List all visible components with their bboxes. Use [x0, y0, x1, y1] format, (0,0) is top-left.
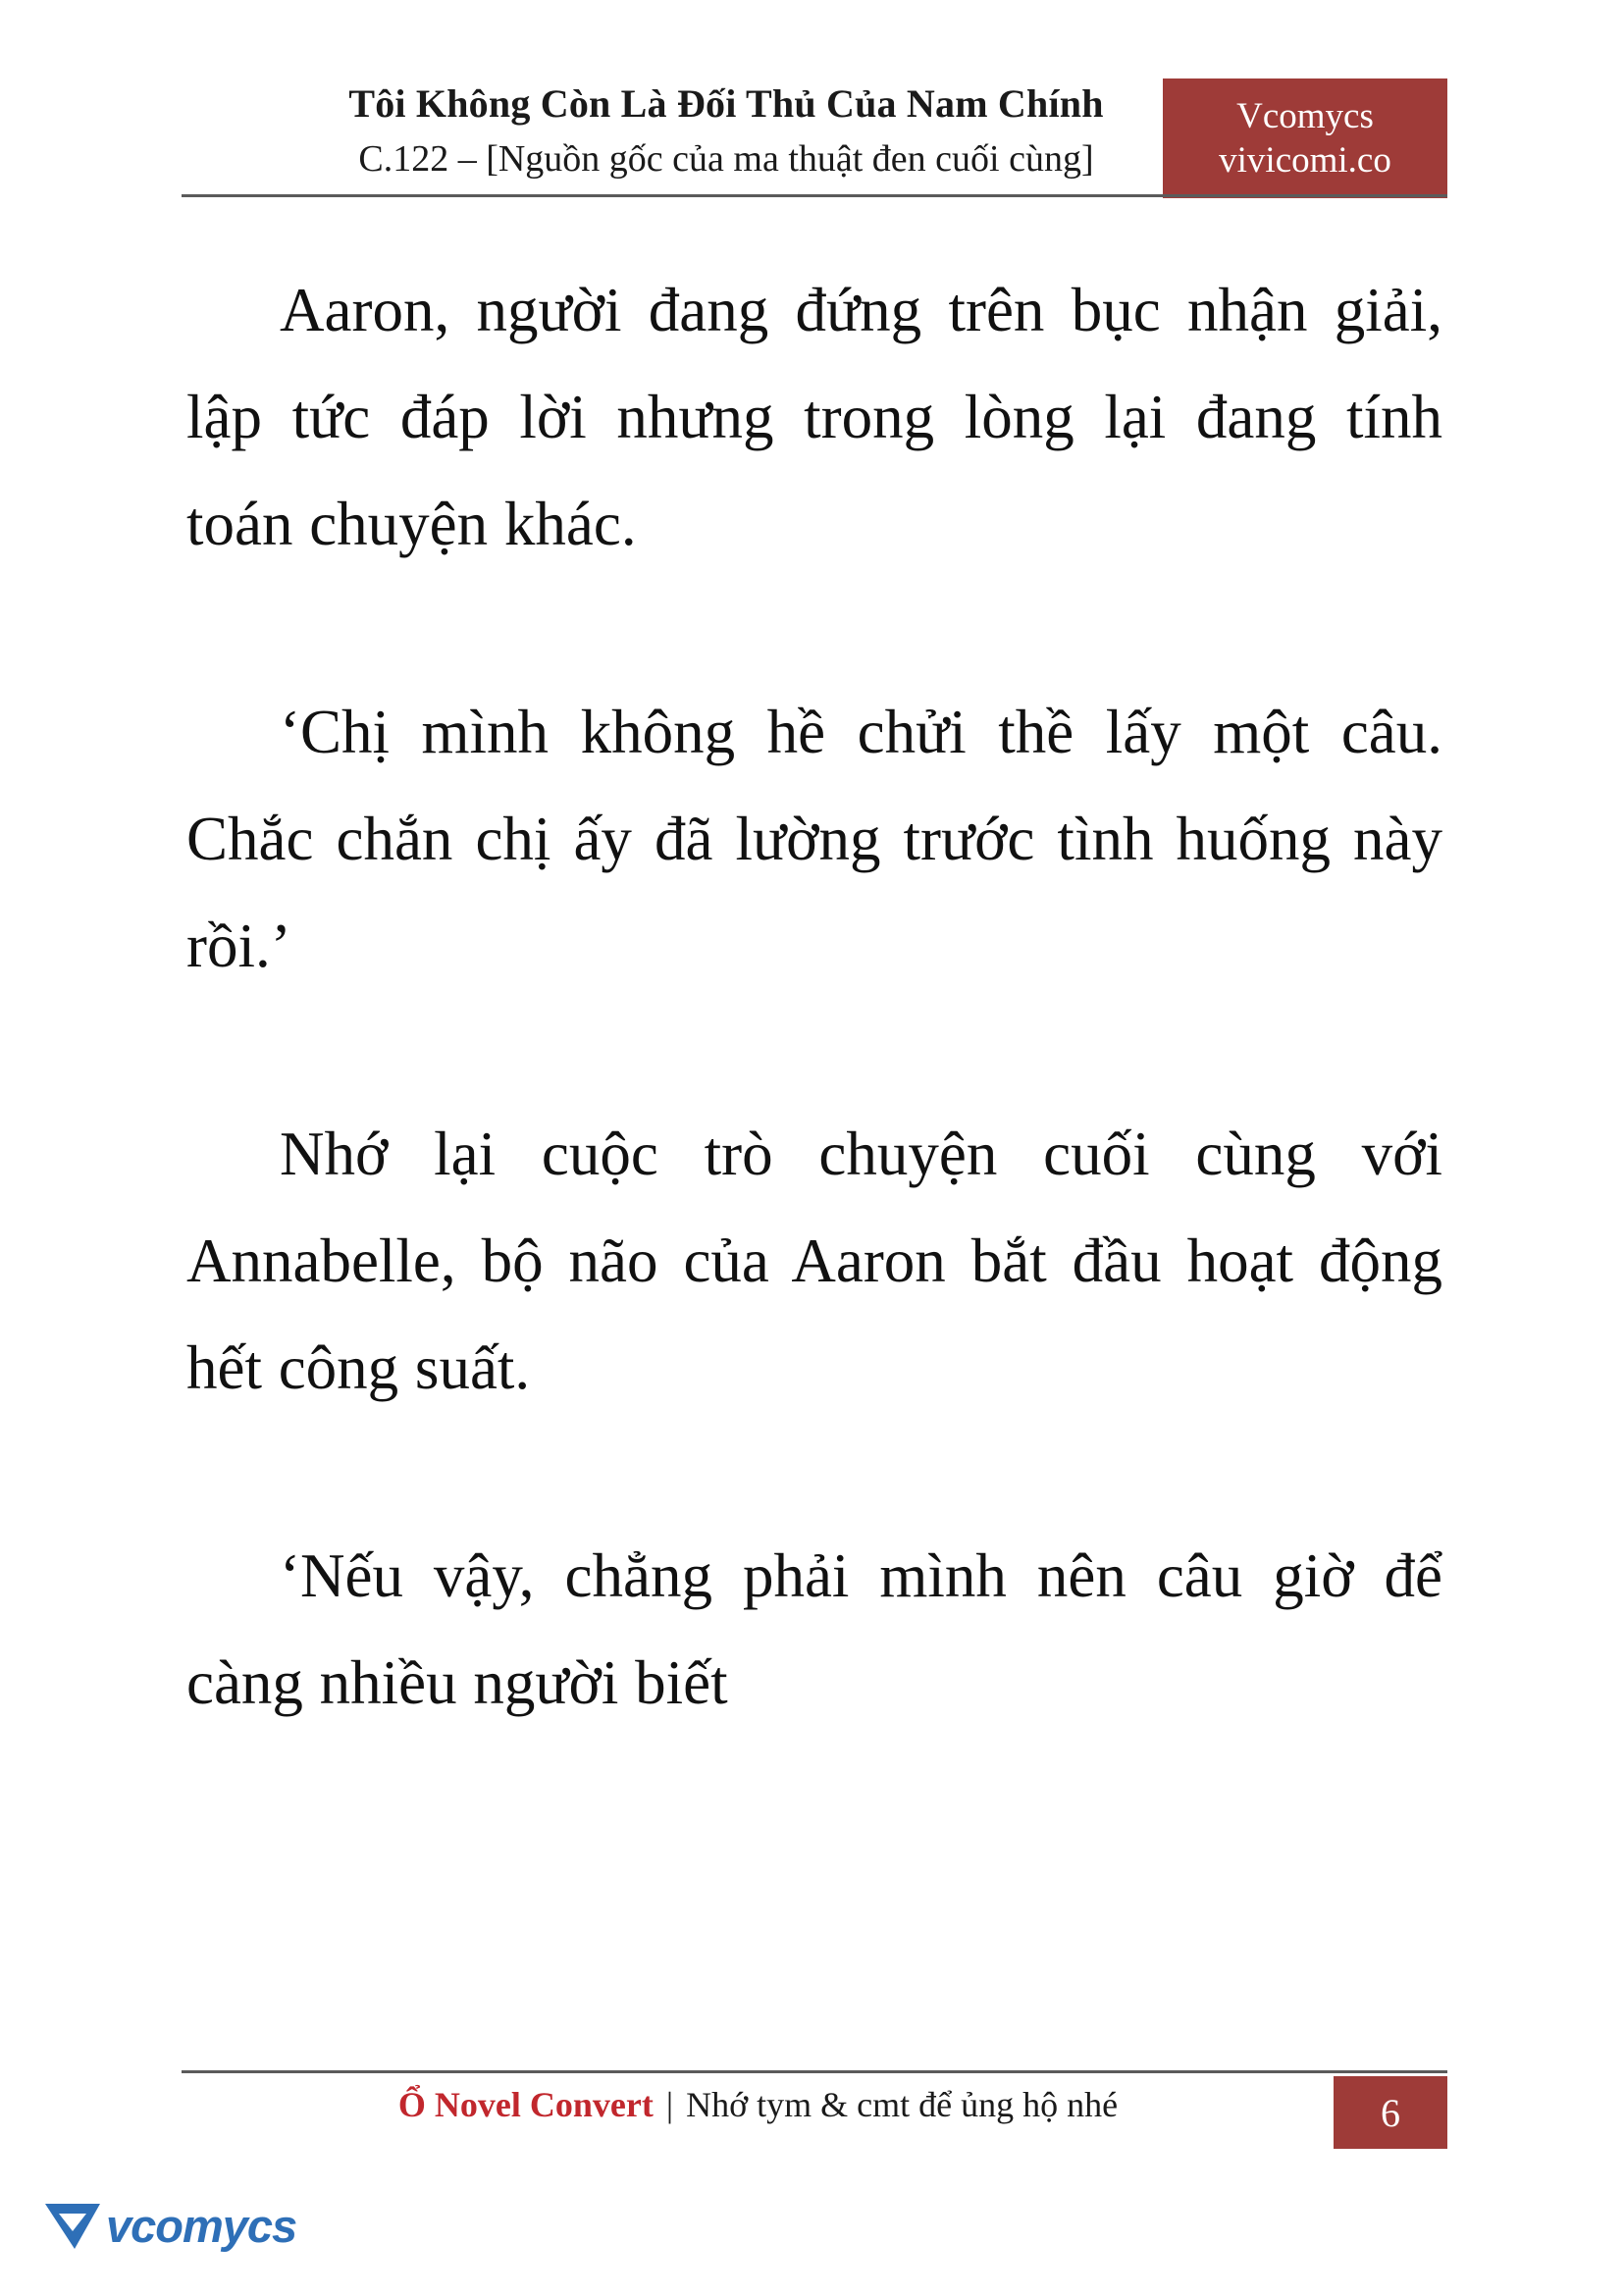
header-divider	[182, 194, 1447, 197]
footer-separator: |	[665, 2085, 674, 2124]
header-title-block	[182, 77, 1271, 186]
watermark-text: vcomycs	[106, 2199, 297, 2252]
footer-divider	[182, 2070, 1447, 2073]
page-header	[182, 77, 1447, 214]
paragraph: ‘Chị mình không hề chửi thề lấy một câu. Chắc chắn chị ấy đã lường trước tình huống này rồi.’	[186, 698, 1442, 980]
vcomycs-logo-icon	[43, 2198, 102, 2253]
footer-note: Nhớ tym & cmt để ủng hộ nhé	[686, 2085, 1119, 2124]
paragraph: ‘Nếu vậy, chẳng phải mình nên câu giờ để càng nhiều người biết	[186, 1541, 1442, 1717]
footer-brand: Ổ Novel Convert	[397, 2085, 654, 2124]
page-content	[186, 257, 1442, 1737]
paragraph: Aaron, người đang đứng trên bục nhận giải, lập tức đáp lời nhưng trong lòng lại đang tính toán chuyện khác.	[186, 276, 1442, 558]
watermark-logo	[43, 2190, 297, 2261]
paragraph: Nhớ lại cuộc trò chuyện cuối cùng với Annabelle, bộ não của Aaron bắt đầu hoạt động hết công suất.	[186, 1120, 1442, 1402]
page-footer	[182, 2070, 1447, 2155]
header-brand-badge	[1163, 78, 1447, 198]
brand-site: vivicomi.co	[1219, 140, 1391, 181]
brand-name: Vcomycs	[1236, 95, 1374, 136]
footer-credit	[182, 2084, 1335, 2125]
page-number-badge: 6	[1334, 2076, 1447, 2149]
chapter-title: C.122 – [Nguồn gốc của ma thuật đen cuối cùng]	[358, 138, 1094, 180]
novel-title: Tôi Không Còn Là Đối Thủ Của Nam Chính	[348, 81, 1104, 126]
